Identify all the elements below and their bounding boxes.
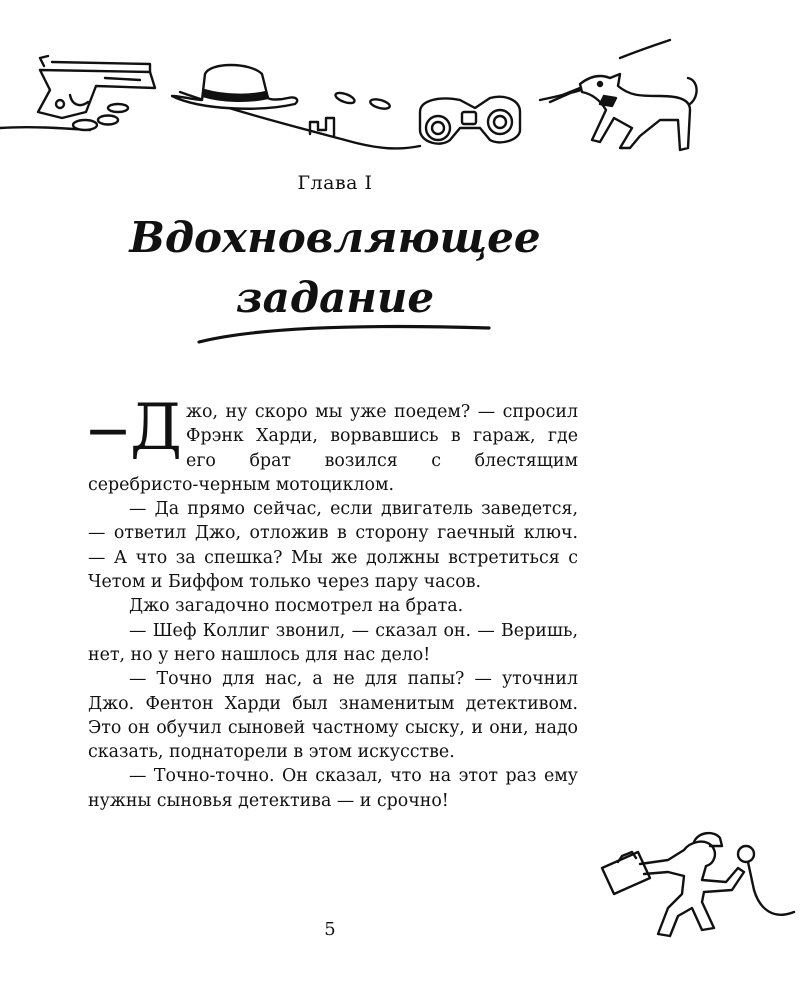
fedora-hat-icon bbox=[172, 65, 297, 109]
dog-icon bbox=[550, 74, 697, 150]
opening-dash: — bbox=[88, 406, 128, 453]
chapter-label: Глава I bbox=[297, 172, 373, 194]
body-text bbox=[88, 391, 578, 813]
paragraph: — Точно для нас, а не для папы? — уточнил Джо. Фентон Харди был знаменитым детективом. Это он обучил сыновей частному сыску, и они, надо сказать, поднаторели в этом искусстве. bbox=[88, 669, 578, 763]
paragraph: — Шеф Коллиг звонил, — сказал он. — Веришь, нет, но у него нашлось для нас дело! bbox=[88, 620, 578, 665]
page-number: 5 bbox=[324, 919, 336, 940]
magnifier-icon bbox=[738, 846, 794, 915]
paragraph: Джо загадочно посмотрел на брата. bbox=[129, 596, 464, 617]
pistol-icon bbox=[38, 56, 155, 118]
header-illustration bbox=[0, 0, 800, 170]
paragraph bbox=[88, 391, 578, 497]
drop-cap: Д bbox=[130, 391, 183, 465]
paragraph: — Да прямо сейчас, если двигатель заведется, — ответил Джо, отложив в сторону гаечный ключ. — А что за спешка? Мы же должны встретиться с Четом и Биффом только через пару часов. bbox=[88, 499, 578, 593]
chapter-title: Вдохновляющее задание bbox=[129, 213, 541, 322]
paragraph-text: жо, ну скоро мы уже поедем? — спросил Фрэнк Харди, ворвавшись в гараж, где его брат возился с блестящим серебристо-черным мотоциклом. bbox=[88, 402, 578, 495]
paragraph: — Точно-точно. Он сказал, что на этот раз ему нужны сыновья детектива — и срочно! bbox=[88, 766, 578, 811]
title-underline bbox=[195, 322, 495, 352]
drop-cap-group bbox=[88, 391, 183, 465]
briefcase-icon bbox=[602, 852, 650, 894]
binoculars-icon bbox=[420, 97, 520, 144]
